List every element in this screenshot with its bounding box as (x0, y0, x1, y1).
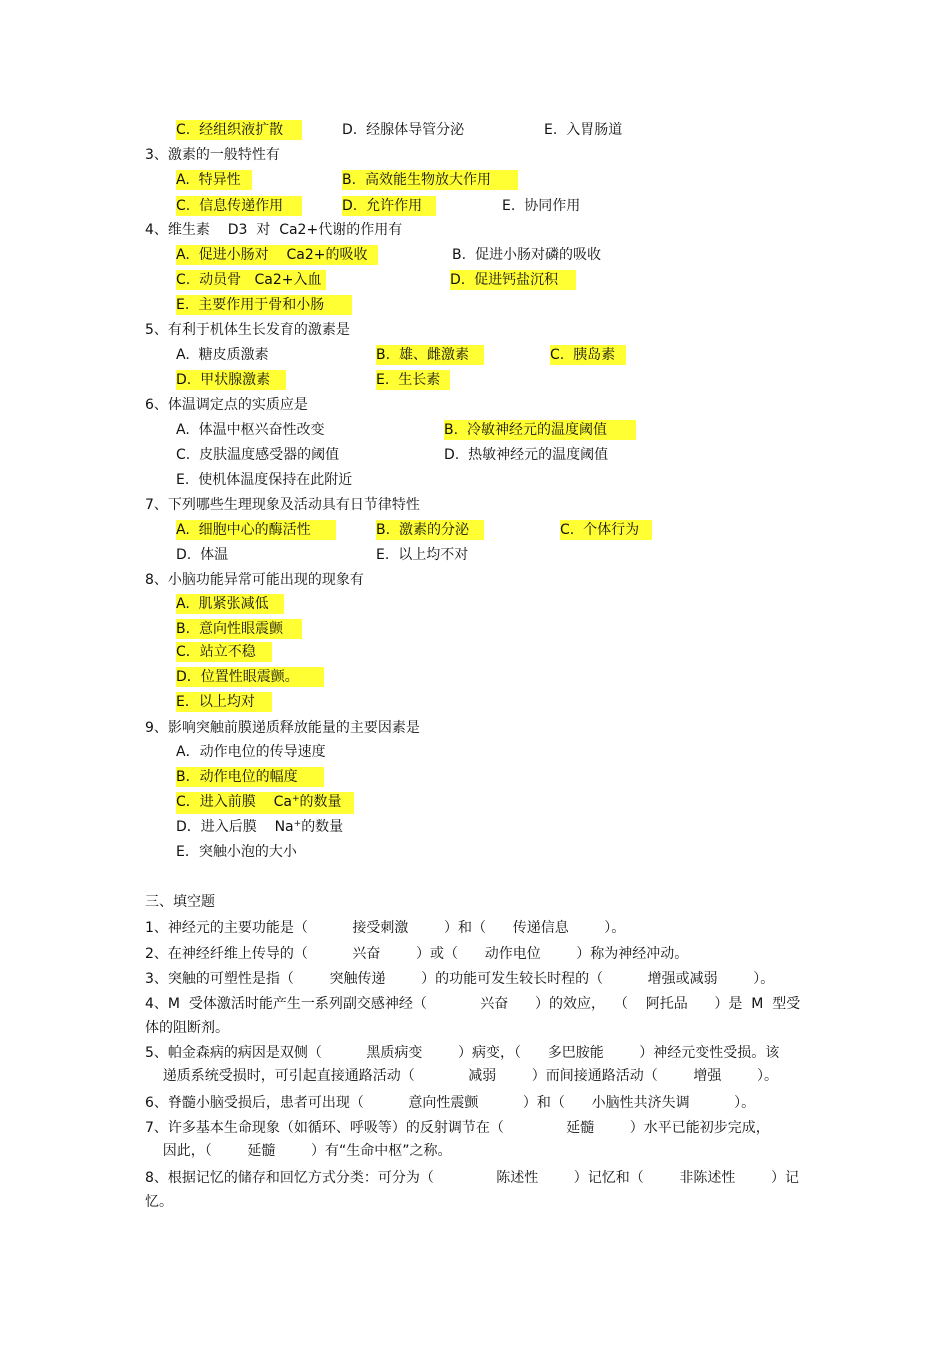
q6-option-b: B. 冷敏神经元的温度阈值 (444, 420, 636, 440)
q6-option-c: C. 皮肤温度感受器的阈值 (176, 447, 340, 463)
q5-option-e: E. 生长素 (376, 370, 450, 390)
fill-line: 4、M 受体激活时能产生一系列副交感神经（ 兴奋 ）的效应， （ 阿托品 ）是 M 型受 (145, 996, 801, 1012)
q6-option-a: A. 体温中枢兴奋性改变 (176, 422, 325, 438)
fill-line: 5、帕金森病的病因是双侧（ 黑质病变 ）病变，（ 多巴胺能 ）神经元变性受损。该 (145, 1045, 780, 1061)
q4-option-e: E. 主要作用于骨和小肠 (176, 295, 352, 315)
q4-option-b: B. 促进小肠对磷的吸收 (452, 247, 601, 263)
q9-option-d (176, 817, 343, 839)
section-title: 三、填空题 (145, 894, 215, 910)
q5-option-b: B. 雄、雌激素 (376, 345, 484, 365)
q6-option-d: D. 热敏神经元的温度阈值 (444, 447, 609, 463)
q3-option-a: A. 特异性 (176, 170, 252, 190)
q7-option-d: D. 体温 (176, 547, 229, 563)
q3-stem: 3、激素的一般特性有 (145, 147, 280, 163)
q5-stem: 5、有利于机体生长发育的激素是 (145, 322, 350, 338)
q2-option-c: C. 经组织液扩散 (176, 120, 302, 140)
q9-option-c-superscript: + (291, 794, 300, 804)
q8-option-d: D．位置性眼震颤。 (176, 667, 324, 687)
q4-option-c: C. 动员骨 Ca2+入血 (176, 270, 326, 290)
q9-stem: 9、影响突触前膜递质释放能量的主要因素是 (145, 720, 420, 736)
q2-option-d: D. 经腺体导管分泌 (342, 122, 465, 138)
q7-option-e: E. 以上均不对 (376, 547, 469, 563)
fill-line: 因此，（ 延髓 ）有“生命中枢”之称。 (145, 1143, 452, 1159)
fill-line: 3、突触的可塑性是指（ 突触传递 ）的功能可发生较长时程的（ 增强或减弱 ）。 (145, 971, 775, 987)
fill-line: 体的阻断剂。 (145, 1020, 229, 1036)
q9-option-b: B．动作电位的幅度 (176, 767, 324, 787)
q3-option-c: C. 信息传递作用 (176, 196, 302, 216)
q4-stem: 4、维生素 D3 对 Ca2+代谢的作用有 (145, 222, 403, 238)
q7-stem: 7、下列哪些生理现象及活动具有日节律特性 (145, 497, 420, 513)
q7-option-c: C. 个体行为 (560, 520, 652, 540)
q5-option-d: D. 甲状腺激素 (176, 370, 286, 390)
q9-option-c-suffix: 的数量 (299, 794, 342, 810)
fill-line: 2、在神经纤维上传导的（ 兴奋 ）或（ 动作电位 ）称为神经冲动。 (145, 946, 689, 962)
q9-option-d-superscript: + (293, 819, 302, 829)
q9-option-a: A．动作电位的传导速度 (176, 744, 326, 760)
q5-option-a: A. 糖皮质激素 (176, 347, 269, 363)
q5-option-c: C. 胰岛素 (550, 345, 626, 365)
q9-option-e: E．突触小泡的大小 (176, 844, 297, 860)
fill-line: 6、脊髓小脑受损后，患者可出现（ 意向性震颤 ）和（ 小脑性共济失调 ）。 (145, 1095, 756, 1111)
q8-option-a: A. 肌紧张减低 (176, 594, 284, 614)
fill-line: 递质系统受损时，可引起直接通路活动（ 减弱 ）而间接通路活动（ 增强 ）。 (145, 1068, 779, 1084)
q4-option-a: A. 促进小肠对 Ca2+的吸收 (176, 245, 378, 265)
q9-option-d-text: D．进入后膜 Na (176, 819, 294, 835)
fill-line: 忆。 (145, 1194, 173, 1210)
q6-stem: 6、体温调定点的实质应是 (145, 397, 308, 413)
fill-line: 1、神经元的主要功能是（ 接受刺激 ）和（ 传递信息 ）。 (145, 920, 626, 936)
q7-option-a: A. 细胞中心的酶活性 (176, 520, 336, 540)
q3-option-b: B. 高效能生物放大作用 (342, 170, 518, 190)
q3-option-e: E. 协同作用 (502, 198, 581, 214)
q8-option-b: B. 意向性眼震颤 (176, 619, 302, 639)
fill-line: 7、许多基本生命现象（如循环、呼吸等）的反射调节在（ 延髓 ）水平已能初步完成， (145, 1120, 770, 1136)
q9-option-d-suffix: 的数量 (301, 819, 344, 835)
q3-option-d: D. 允许作用 (342, 196, 436, 216)
fill-line: 8、根据记忆的储存和回忆方式分类：可分为（ 陈述性 ）记忆和（ 非陈述性 ）记 (145, 1170, 800, 1186)
q8-option-e: E．以上均对 (176, 692, 272, 712)
q9-option-c (176, 792, 354, 814)
q9-option-c-text: C．进入前膜 Ca (176, 794, 292, 810)
q2-option-e: E. 入胃肠道 (544, 122, 623, 138)
q8-stem: 8、小脑功能异常可能出现的现象有 (145, 572, 364, 588)
q7-option-b: B. 激素的分泌 (376, 520, 484, 540)
q8-option-c: C．站立不稳 (176, 642, 272, 662)
q6-option-e: E. 使机体温度保持在此附近 (176, 472, 353, 488)
q4-option-d: D. 促进钙盐沉积 (450, 270, 576, 290)
